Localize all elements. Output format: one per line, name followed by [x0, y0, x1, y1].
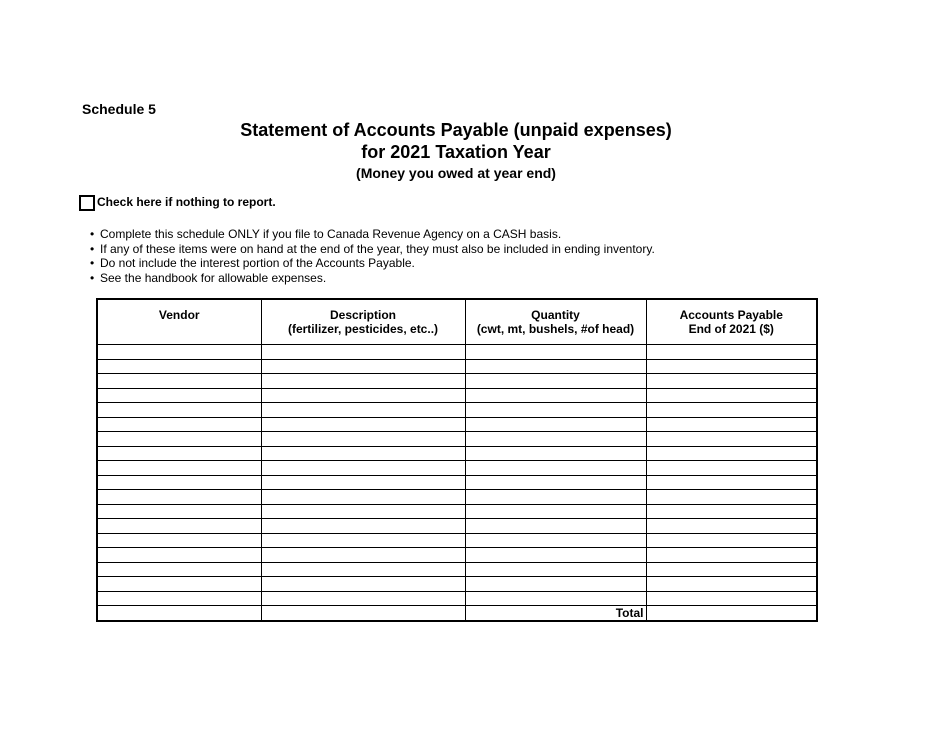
instructions-list — [90, 227, 655, 285]
table-row — [97, 490, 817, 505]
accounts-payable-cell[interactable] — [646, 562, 817, 577]
accounts-payable-table — [96, 298, 818, 622]
quantity-cell[interactable] — [465, 562, 646, 577]
description-cell[interactable] — [261, 417, 465, 432]
table-row — [97, 475, 817, 490]
description-cell[interactable] — [261, 461, 465, 476]
description-cell[interactable] — [261, 504, 465, 519]
quantity-cell[interactable] — [465, 374, 646, 389]
column-header-description-line1: Description — [329, 308, 396, 322]
column-header-quantity-line1: Quantity — [531, 308, 580, 322]
total-row — [97, 606, 817, 621]
accounts-payable-cell[interactable] — [646, 533, 817, 548]
description-cell[interactable] — [261, 533, 465, 548]
accounts-payable-cell[interactable] — [646, 577, 817, 592]
quantity-cell[interactable] — [465, 388, 646, 403]
instruction-item: • Do not include the interest portion of the Accounts Payable. — [90, 256, 655, 271]
accounts-payable-cell[interactable] — [646, 432, 817, 447]
quantity-cell[interactable] — [465, 548, 646, 563]
instruction-item: • See the handbook for allowable expenses. — [90, 271, 655, 286]
vendor-cell[interactable] — [97, 519, 261, 534]
accounts-payable-cell[interactable] — [646, 417, 817, 432]
vendor-cell[interactable] — [97, 446, 261, 461]
instruction-item: • Complete this schedule ONLY if you file to Canada Revenue Agency on a CASH basis. — [90, 227, 655, 242]
vendor-cell[interactable] — [97, 591, 261, 606]
table-row — [97, 446, 817, 461]
description-cell[interactable] — [261, 591, 465, 606]
column-header-quantity — [465, 299, 646, 345]
schedule-label: Schedule 5 — [82, 101, 156, 117]
description-cell[interactable] — [261, 446, 465, 461]
table-row — [97, 591, 817, 606]
nothing-to-report-checkbox[interactable] — [79, 195, 95, 211]
quantity-cell[interactable] — [465, 417, 646, 432]
table-row — [97, 562, 817, 577]
instruction-item: • If any of these items were on hand at the end of the year, they must also be included in ending inventory. — [90, 242, 655, 257]
description-cell[interactable] — [261, 475, 465, 490]
column-header-vendor — [97, 299, 261, 345]
vendor-cell[interactable] — [97, 374, 261, 389]
quantity-cell[interactable] — [465, 461, 646, 476]
vendor-cell[interactable] — [97, 504, 261, 519]
table-row — [97, 345, 817, 360]
description-cell[interactable] — [261, 562, 465, 577]
table-row — [97, 432, 817, 447]
vendor-cell[interactable] — [97, 359, 261, 374]
title-block — [0, 119, 912, 183]
total-amount-cell[interactable] — [646, 606, 817, 621]
table-row — [97, 533, 817, 548]
column-header-description — [261, 299, 465, 345]
accounts-payable-cell[interactable] — [646, 359, 817, 374]
column-header-description-line2: (fertilizer, pesticides, etc..) — [287, 322, 439, 336]
column-header-vendor-line2 — [98, 322, 261, 336]
accounts-payable-cell[interactable] — [646, 475, 817, 490]
vendor-cell[interactable] — [97, 548, 261, 563]
quantity-cell[interactable] — [465, 475, 646, 490]
table-row — [97, 461, 817, 476]
quantity-cell[interactable] — [465, 432, 646, 447]
table-body — [97, 345, 817, 621]
form-subtitle: (Money you owed at year end) — [356, 165, 556, 181]
column-header-quantity-line2: (cwt, mt, bushels, #of head) — [476, 322, 635, 336]
description-cell[interactable] — [261, 577, 465, 592]
description-cell[interactable] — [261, 374, 465, 389]
table-row — [97, 417, 817, 432]
vendor-cell[interactable] — [97, 461, 261, 476]
quantity-cell[interactable] — [465, 533, 646, 548]
description-cell[interactable] — [261, 519, 465, 534]
total-label: Total — [465, 606, 646, 621]
description-cell[interactable] — [261, 388, 465, 403]
accounts-payable-cell[interactable] — [646, 591, 817, 606]
vendor-cell[interactable] — [97, 432, 261, 447]
column-header-accounts-payable — [646, 299, 817, 345]
quantity-cell[interactable] — [465, 359, 646, 374]
table-header-row — [97, 299, 817, 345]
vendor-cell[interactable] — [97, 345, 261, 360]
column-header-accounts-payable-line2: End of 2021 ($) — [688, 322, 774, 336]
total-description-cell — [261, 606, 465, 621]
table-row — [97, 359, 817, 374]
table-row — [97, 548, 817, 563]
quantity-cell[interactable] — [465, 577, 646, 592]
quantity-cell[interactable] — [465, 504, 646, 519]
accounts-payable-cell[interactable] — [646, 403, 817, 418]
accounts-payable-cell[interactable] — [646, 374, 817, 389]
description-cell[interactable] — [261, 359, 465, 374]
table-row — [97, 519, 817, 534]
nothing-to-report-label: Check here if nothing to report. — [97, 194, 276, 209]
quantity-cell[interactable] — [465, 403, 646, 418]
form-title-line-2: for 2021 Taxation Year — [361, 142, 551, 162]
accounts-payable-cell[interactable] — [646, 519, 817, 534]
vendor-cell[interactable] — [97, 533, 261, 548]
quantity-cell[interactable] — [465, 490, 646, 505]
accounts-payable-cell[interactable] — [646, 461, 817, 476]
accounts-payable-cell[interactable] — [646, 504, 817, 519]
accounts-payable-cell[interactable] — [646, 446, 817, 461]
quantity-cell[interactable] — [465, 519, 646, 534]
quantity-cell[interactable] — [465, 591, 646, 606]
table-row — [97, 577, 817, 592]
nothing-to-report-row — [79, 195, 276, 211]
vendor-cell[interactable] — [97, 417, 261, 432]
vendor-cell[interactable] — [97, 403, 261, 418]
column-header-accounts-payable-line1: Accounts Payable — [679, 308, 783, 322]
quantity-cell[interactable] — [465, 446, 646, 461]
vendor-cell[interactable] — [97, 388, 261, 403]
vendor-cell[interactable] — [97, 562, 261, 577]
table-row — [97, 504, 817, 519]
table-row — [97, 403, 817, 418]
description-cell[interactable] — [261, 432, 465, 447]
accounts-payable-cell[interactable] — [646, 388, 817, 403]
description-cell[interactable] — [261, 345, 465, 360]
description-cell[interactable] — [261, 548, 465, 563]
column-header-vendor-line1: Vendor — [158, 308, 200, 322]
vendor-cell[interactable] — [97, 475, 261, 490]
accounts-payable-cell[interactable] — [646, 490, 817, 505]
accounts-payable-cell[interactable] — [646, 345, 817, 360]
description-cell[interactable] — [261, 403, 465, 418]
form-title-line-1: Statement of Accounts Payable (unpaid expenses) — [240, 120, 672, 140]
accounts-payable-cell[interactable] — [646, 548, 817, 563]
vendor-cell[interactable] — [97, 577, 261, 592]
table-row — [97, 388, 817, 403]
vendor-cell[interactable] — [97, 490, 261, 505]
table-row — [97, 374, 817, 389]
quantity-cell[interactable] — [465, 345, 646, 360]
description-cell[interactable] — [261, 490, 465, 505]
total-vendor-cell — [97, 606, 261, 621]
